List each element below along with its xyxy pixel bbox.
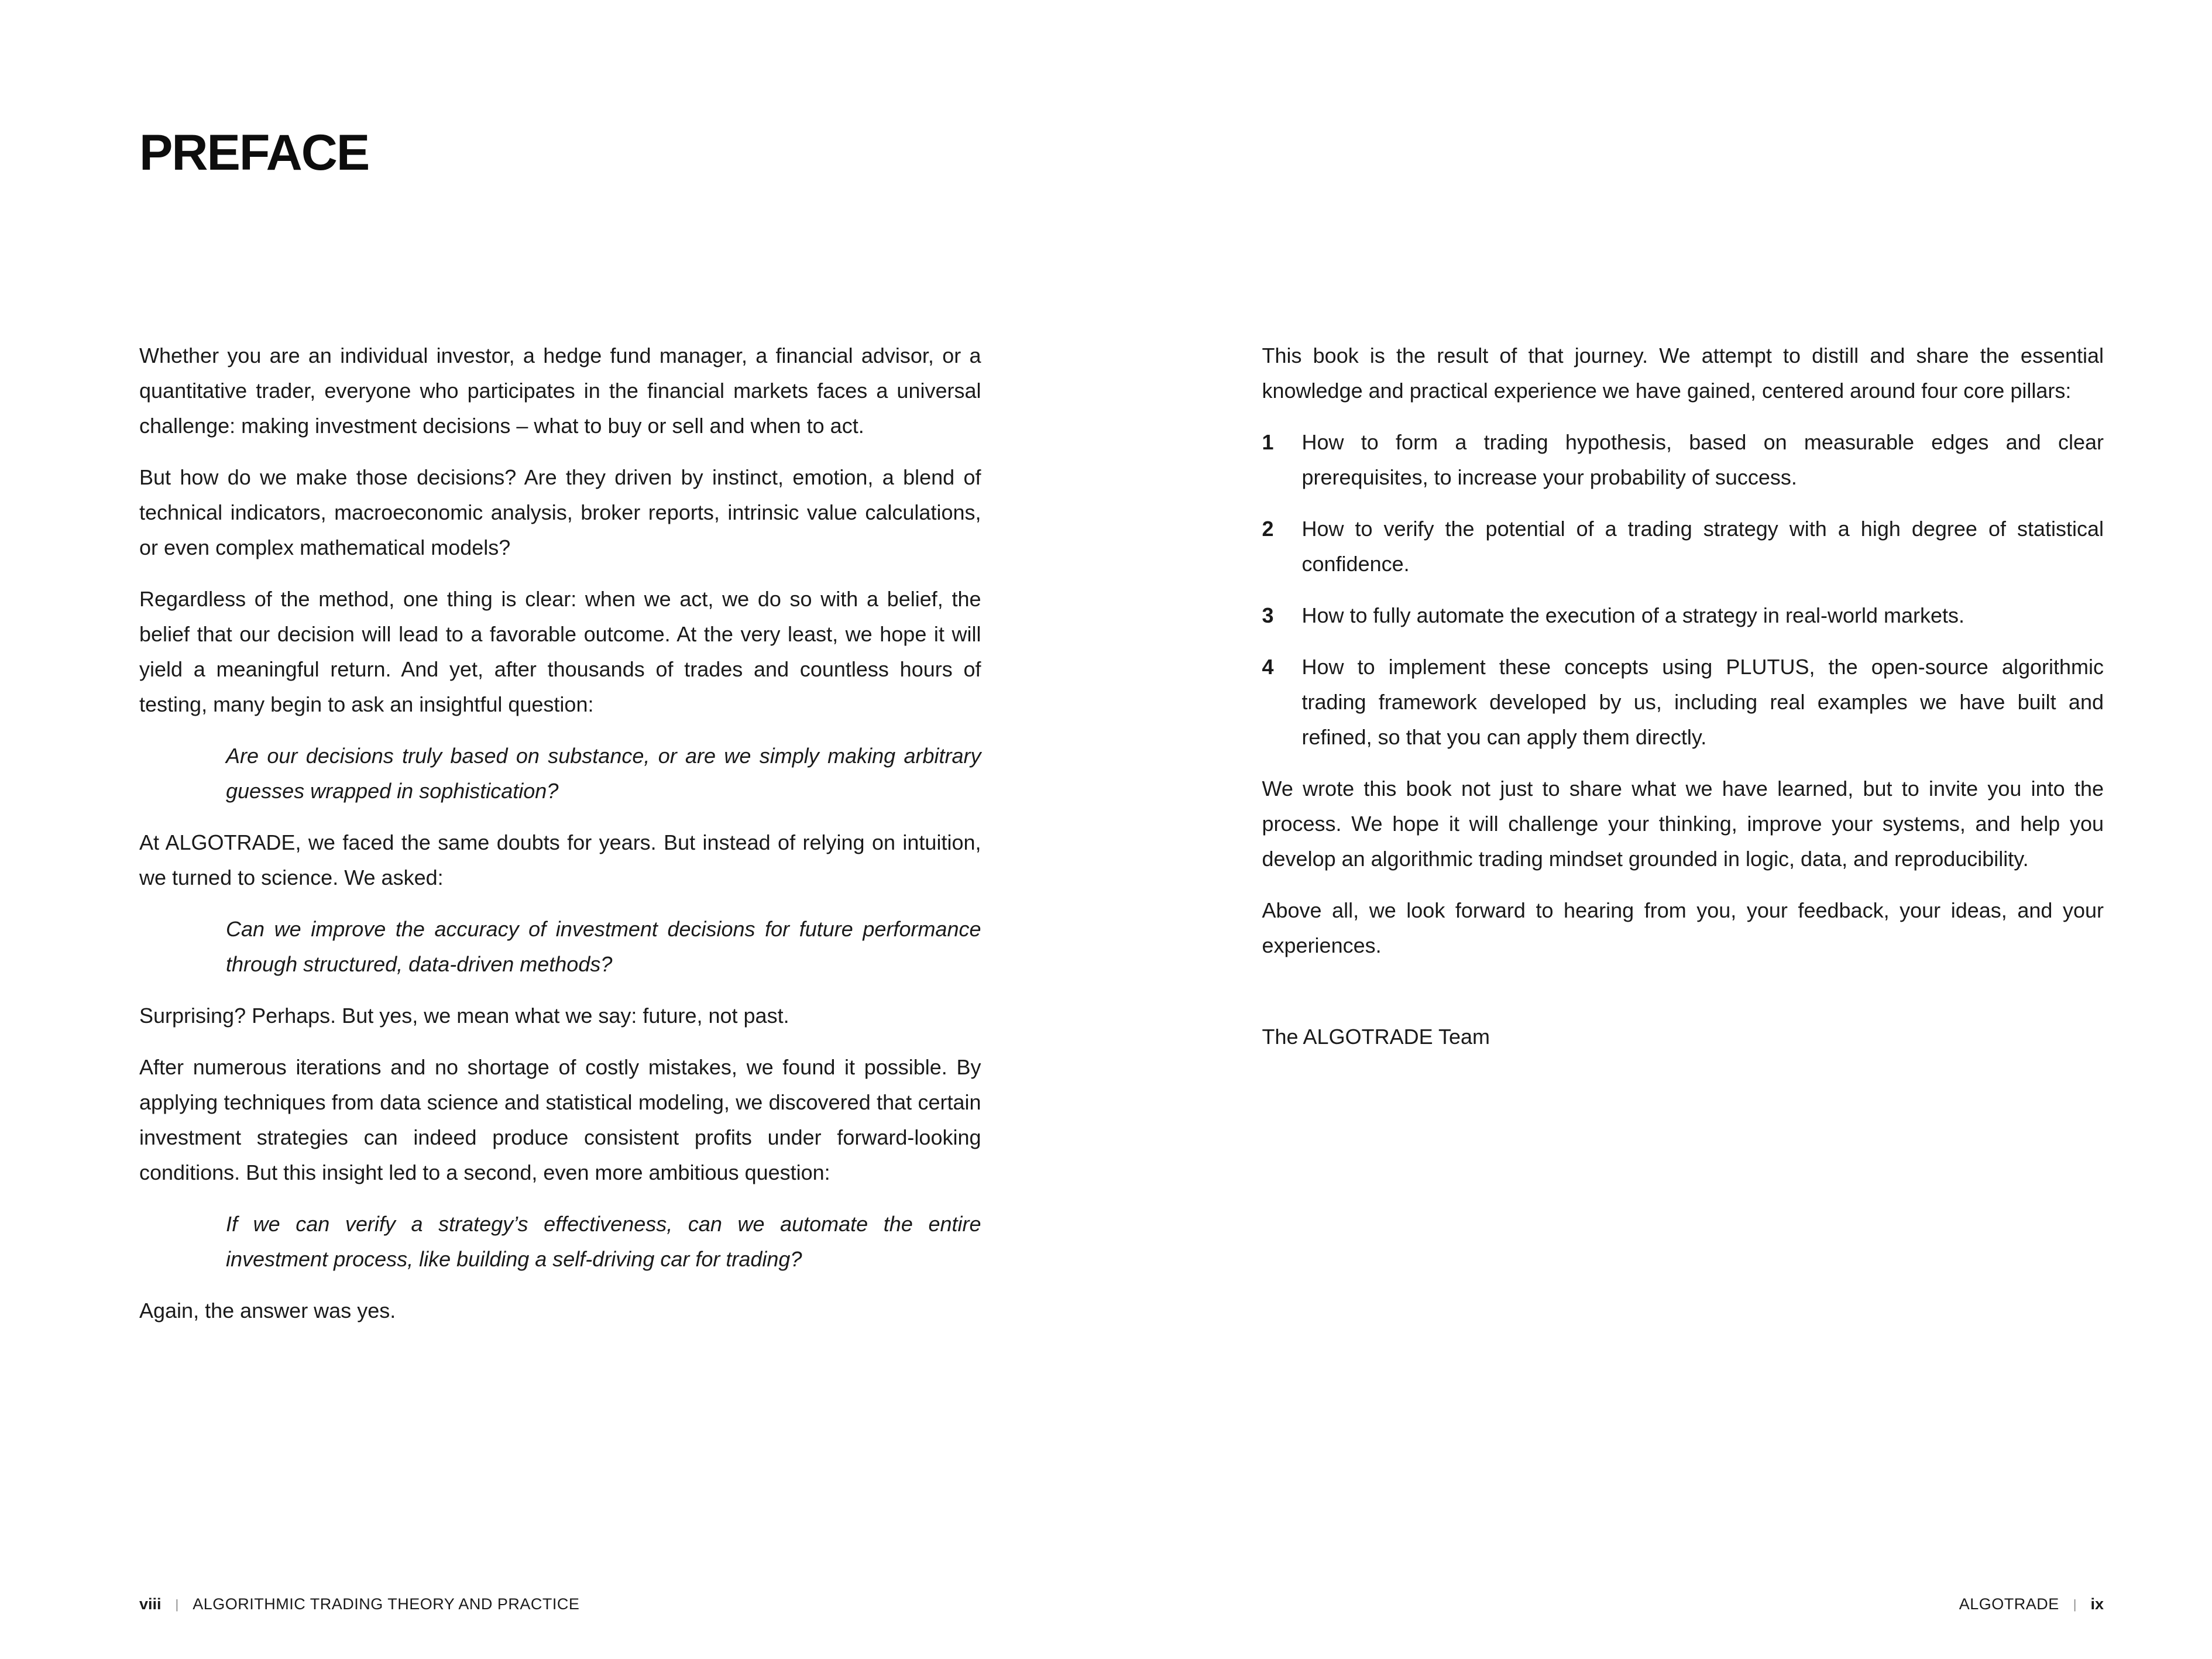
paragraph: Surprising? Perhaps. But yes, we mean what we say: future, not past. bbox=[139, 1004, 789, 1028]
numbered-list-item bbox=[1262, 598, 2104, 633]
paragraph: At ALGOTRADE, we faced the same doubts for years. But instead of relying on intuition, we turned to science. We asked: bbox=[139, 830, 981, 889]
left-page-column bbox=[139, 338, 981, 1345]
list-text: How to verify the potential of a trading strategy with a high degree of statistical confidence. bbox=[1301, 517, 2104, 576]
list-text: How to fully automate the execution of a strategy in real-world markets. bbox=[1301, 603, 1965, 627]
paragraph: Above all, we look forward to hearing from you, your feedback, your ideas, and your experiences. bbox=[1262, 898, 2104, 957]
numbered-list-item bbox=[1262, 425, 2104, 495]
quote-paragraph: Are our decisions truly based on substance, or are we simply making arbitrary guesses wrapped in sophistication? bbox=[226, 744, 981, 803]
list-text: How to form a trading hypothesis, based on measurable edges and clear prerequisites, to increase your probability of success. bbox=[1301, 430, 2104, 489]
footer-separator: | bbox=[175, 1596, 179, 1612]
list-number: 3 bbox=[1262, 603, 1274, 627]
list-text: How to implement these concepts using PLUTUS, the open-source algorithmic trading framework developed by us, including real examples we have built and refined, so that you can apply them directly. bbox=[1301, 655, 2104, 749]
list-number: 1 bbox=[1262, 430, 1274, 454]
paragraph: Again, the answer was yes. bbox=[139, 1299, 396, 1323]
page-title: PREFACE bbox=[139, 125, 369, 181]
numbered-list-item bbox=[1262, 511, 2104, 582]
footer-right bbox=[1959, 1595, 2104, 1613]
paragraph: After numerous iterations and no shortage of costly mistakes, we found it possible. By applying techniques from data science and statistical modeling, we discovered that certain investment strategies can indeed produce consistent profits under forward-looking conditions. But this insight led to a second, even more ambitious question: bbox=[139, 1055, 981, 1184]
paragraph: Regardless of the method, one thing is clear: when we act, we do so with a belief, the belief that our decision will lead to a favorable outcome. At the very least, we hope it will yield a meaningful return. And yet, after thousands of trades and countless hours of testing, many begin to ask an insightful question: bbox=[139, 587, 981, 716]
paragraph: Whether you are an individual investor, a hedge fund manager, a financial advisor, or a quantitative trader, everyone who participates in the financial markets faces a universal challenge: making investment decisions – what to buy or sell and when to act. bbox=[139, 344, 981, 438]
right-page-column bbox=[1262, 338, 2104, 1345]
footer-separator: | bbox=[2073, 1596, 2077, 1612]
list-number: 2 bbox=[1262, 517, 1274, 541]
quote-paragraph: If we can verify a strategy’s effectiveness, can we automate the entire investment process, like building a self-driving car for trading? bbox=[226, 1212, 981, 1271]
paragraph: This book is the result of that journey. We attempt to distill and share the essential knowledge and practical experience we have gained, centered around four core pillars: bbox=[1262, 344, 2104, 403]
page-number-left: viii bbox=[139, 1595, 162, 1613]
list-number: 4 bbox=[1262, 655, 1274, 679]
numbered-list-item bbox=[1262, 650, 2104, 755]
signoff: The ALGOTRADE Team bbox=[1262, 1025, 1490, 1049]
footer-chapter-label: ALGOTRADE bbox=[1959, 1595, 2059, 1613]
footer-left bbox=[139, 1595, 579, 1613]
page-number-right: ix bbox=[2090, 1595, 2104, 1613]
content-columns bbox=[139, 338, 2104, 1345]
paragraph: We wrote this book not just to share what we have learned, but to invite you into the process. We hope it will challenge your thinking, improve your systems, and help you develop an algorithmic trading mindset grounded in logic, data, and reproducibility. bbox=[1262, 777, 2104, 871]
quote-paragraph: Can we improve the accuracy of investment decisions for future performance through structured, data-driven methods? bbox=[226, 917, 981, 976]
paragraph: But how do we make those decisions? Are they driven by instinct, emotion, a blend of technical indicators, macroeconomic analysis, broker reports, intrinsic value calculations, or even complex mathematical models? bbox=[139, 465, 981, 559]
footer-book-title: ALGORITHMIC TRADING THEORY AND PRACTICE bbox=[193, 1595, 580, 1613]
